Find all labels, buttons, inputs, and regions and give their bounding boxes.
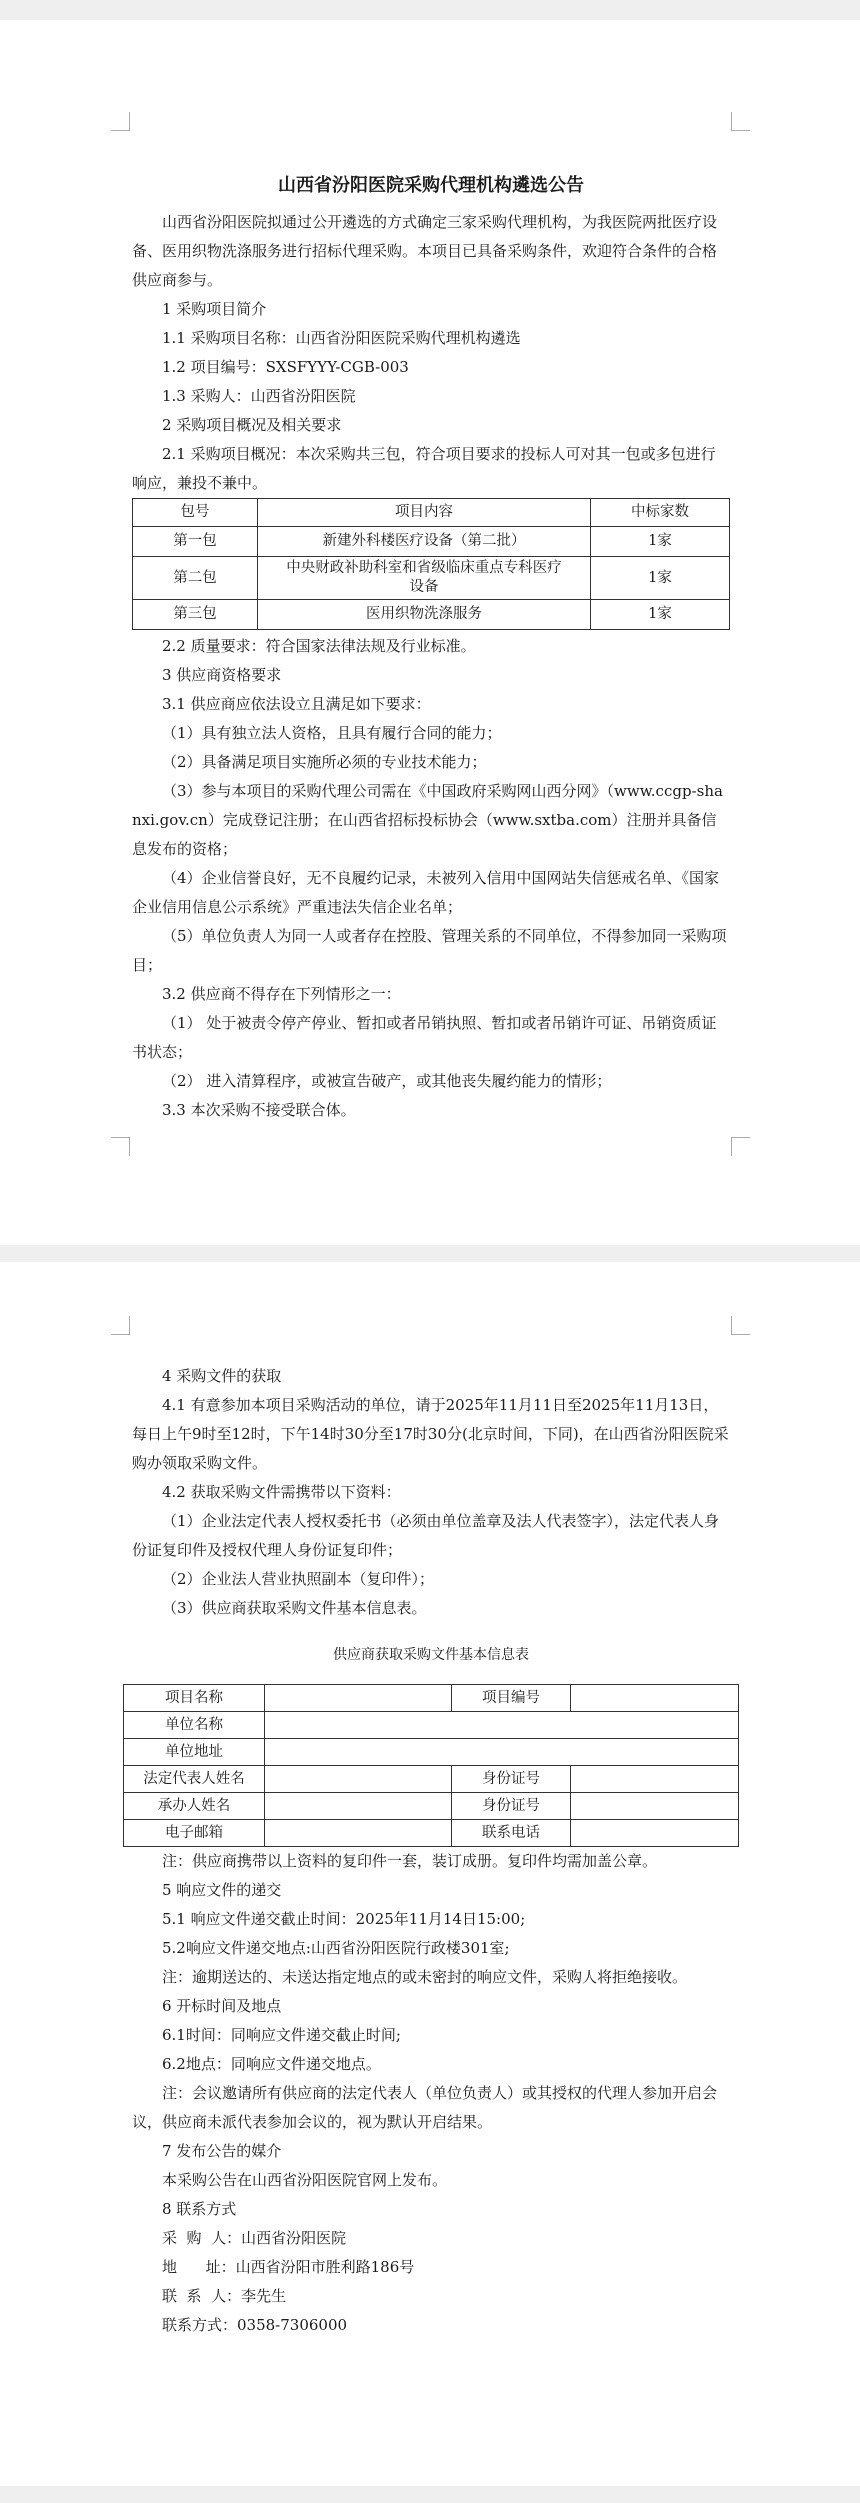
table-cell [571, 1793, 739, 1820]
table-header-row [133, 499, 730, 527]
s5-note: 注：逾期送达的、未送达指定地点的或未密封的响应文件，采购人将拒绝接收。 [162, 1968, 688, 1986]
s3-item: （3）参与本项目的采购代理公司需在《中国政府采购网山西分网》（www.ccgp-shanxi.gov.cn）完成登记注册；在山西省招标投标协会（www.sxtba.com）注册并具备信息发布的资格； [132, 782, 723, 858]
document-title: 山西省汾阳医院采购代理机构遴选公告 [278, 175, 584, 196]
s3-item: （1）具有独立法人资格，且具有履行合同的能力； [162, 724, 502, 742]
section-3-heading: 3 供应商资格要求 [162, 666, 282, 684]
s4-materials-intro: 4.2 获取采购文件需携带以下资料： [162, 1483, 401, 1501]
table-cell [265, 1712, 739, 1739]
table-row [124, 1712, 739, 1739]
intro-paragraph: 山西省汾阳医院拟通过公开遴选的方式确定三家采购代理机构，为我医院两批医疗设备、医用织物洗涤服务进行招标代理采购。本项目已具备采购条件，欢迎符合条件的合格供应商参与。 [132, 213, 718, 289]
table-row [133, 557, 730, 600]
table-cell [265, 1685, 452, 1712]
s1-item: 1.1 采购项目名称：山西省汾阳医院采购代理机构遴选 [162, 329, 521, 347]
table-cell: 身份证号 [452, 1766, 571, 1793]
page-corner-mark [731, 1137, 750, 1156]
table-row [124, 1793, 739, 1820]
table-row [133, 600, 730, 630]
table-row [124, 1685, 739, 1712]
s4-item: （2）企业法人营业执照副本（复印件）； [162, 1570, 435, 1588]
section-8-heading: 8 联系方式 [162, 2200, 237, 2218]
s4-note: 注：供应商携带以上资料的复印件一套，装订成册。复印件均需加盖公章。 [162, 1852, 658, 1870]
s2-overview: 2.1 采购项目概况：本次采购共三包，符合项目要求的投标人可对其一包或多包进行响应，兼投不兼中。 [132, 445, 716, 492]
table-header-cell: 项目内容 [258, 499, 591, 527]
s3-exclusion-item: （2） 进入清算程序，或被宣告破产，或其他丧失履约能力的情形； [162, 1072, 612, 1090]
s4-item: （3）供应商获取采购文件基本信息表。 [162, 1599, 427, 1617]
table-cell: 第三包 [133, 600, 258, 630]
page-corner-mark [731, 1316, 750, 1335]
table-row [124, 1820, 739, 1847]
table-cell: 1家 [591, 557, 730, 600]
section-7-heading: 7 发布公告的媒介 [162, 2142, 282, 2160]
page-1-content [132, 170, 730, 1125]
table-cell: 联系电话 [452, 1820, 571, 1847]
s3-exclusion-item: （1） 处于被责令停产停业、暂扣或者吊销执照、暂扣或者吊销许可证、吊销资质证书状态； [132, 1014, 717, 1061]
table-header-cell: 中标家数 [591, 499, 730, 527]
section-1-heading: 1 采购项目简介 [162, 300, 267, 318]
page-corner-mark [111, 112, 130, 131]
s4-obtain: 4.1 有意参加本项目采购活动的单位，请于2025年11月11日至2025年11月13日，每日上午9时至12时，下午14时30分至17时30分(北京时间，下同)，在山西省汾阳医院采购办领取采购文件。 [132, 1396, 729, 1472]
table-cell: 第一包 [133, 527, 258, 557]
table-cell: 第二包 [133, 557, 258, 600]
section-6-heading: 6 开标时间及地点 [162, 1997, 282, 2015]
table-cell [571, 1820, 739, 1847]
table-cell: 1家 [591, 527, 730, 557]
page-corner-mark [111, 1137, 130, 1156]
s3-item: （5）单位负责人为同一人或者存在控股、管理关系的不同单位，不得参加同一采购项目； [132, 927, 727, 974]
s6-place: 6.2地点：同响应文件递交地点。 [162, 2055, 381, 2073]
table-row [124, 1739, 739, 1766]
s1-item: 1.2 项目编号：SXSFYYY-CGB-003 [162, 358, 409, 376]
supplier-info-table [123, 1684, 739, 1847]
table-row [124, 1766, 739, 1793]
table-cell: 电子邮箱 [124, 1820, 265, 1847]
table-cell: 单位名称 [124, 1712, 265, 1739]
s4-item: （1）企业法定代表人授权委托书（必须由单位盖章及法人代表签字），法定代表人身份证复印件及授权代理人身份证复印件； [132, 1512, 720, 1559]
page-corner-mark [111, 1316, 130, 1335]
s3-consortium: 3.3 本次采购不接受联合体。 [162, 1101, 356, 1119]
table-header-cell: 包号 [133, 499, 258, 527]
s6-time: 6.1时间：同响应文件递交截止时间; [162, 2026, 401, 2044]
s2-quality: 2.2 质量要求：符合国家法律法规及行业标准。 [162, 637, 476, 655]
table-cell: 医用织物洗涤服务 [258, 600, 591, 630]
s6-note: 注：会议邀请所有供应商的法定代表人（单位负责人）或其授权的代理人参加开启会议，供应商未派代表参加会议的，视为默认开启结果。 [132, 2084, 718, 2131]
package-table [132, 498, 730, 630]
table-cell [571, 1685, 739, 1712]
contact-address: 地 址：山西省汾阳市胜利路186号 [162, 2258, 415, 2276]
table-cell: 单位地址 [124, 1739, 265, 1766]
table-cell [265, 1739, 739, 1766]
s3-requirement-intro: 3.1 供应商应依法设立且满足如下要求： [162, 695, 431, 713]
table-cell [265, 1820, 452, 1847]
table-cell: 项目编号 [452, 1685, 571, 1712]
page-2-content [132, 1362, 730, 2340]
table-cell [571, 1766, 739, 1793]
s3-item: （2）具备满足项目实施所必须的专业技术能力； [162, 753, 487, 771]
table-cell: 身份证号 [452, 1793, 571, 1820]
table-cell [265, 1793, 452, 1820]
s3-exclusion-intro: 3.2 供应商不得存在下列情形之一： [162, 985, 401, 1003]
s5-deadline: 5.1 响应文件递交截止时间：2025年11月14日15:00; [162, 1910, 526, 1928]
contact-person: 联 系 人：李先生 [162, 2287, 287, 2305]
contact-purchaser: 采 购 人：山西省汾阳医院 [162, 2229, 347, 2247]
s1-item: 1.3 采购人：山西省汾阳医院 [162, 387, 356, 405]
table-cell [265, 1766, 452, 1793]
table-cell: 法定代表人姓名 [124, 1766, 265, 1793]
s5-location: 5.2响应文件递交地点:山西省汾阳医院行政楼301室; [162, 1939, 510, 1957]
contact-phone: 联系方式：0358-7306000 [162, 2316, 348, 2334]
table-cell: 项目名称 [124, 1685, 265, 1712]
section-4-heading: 4 采购文件的获取 [162, 1367, 282, 1385]
table-cell: 新建外科楼医疗设备（第二批） [258, 527, 591, 557]
info-table-caption: 供应商获取采购文件基本信息表 [333, 1647, 529, 1663]
table-row [133, 527, 730, 557]
table-cell: 承办人姓名 [124, 1793, 265, 1820]
section-2-heading: 2 采购项目概况及相关要求 [162, 416, 342, 434]
s3-item: （4）企业信誉良好，无不良履约记录，未被列入信用中国网站失信惩戒名单、《国家企业信用信息公示系统》严重违法失信企业名单； [132, 869, 720, 916]
s7-text: 本采购公告在山西省汾阳医院官网上发布。 [162, 2171, 448, 2189]
table-cell: 1家 [591, 600, 730, 630]
page-corner-mark [731, 112, 750, 131]
section-5-heading: 5 响应文件的递交 [162, 1881, 282, 1899]
table-cell: 中央财政补助科室和省级临床重点专科医疗设备 [258, 557, 591, 600]
